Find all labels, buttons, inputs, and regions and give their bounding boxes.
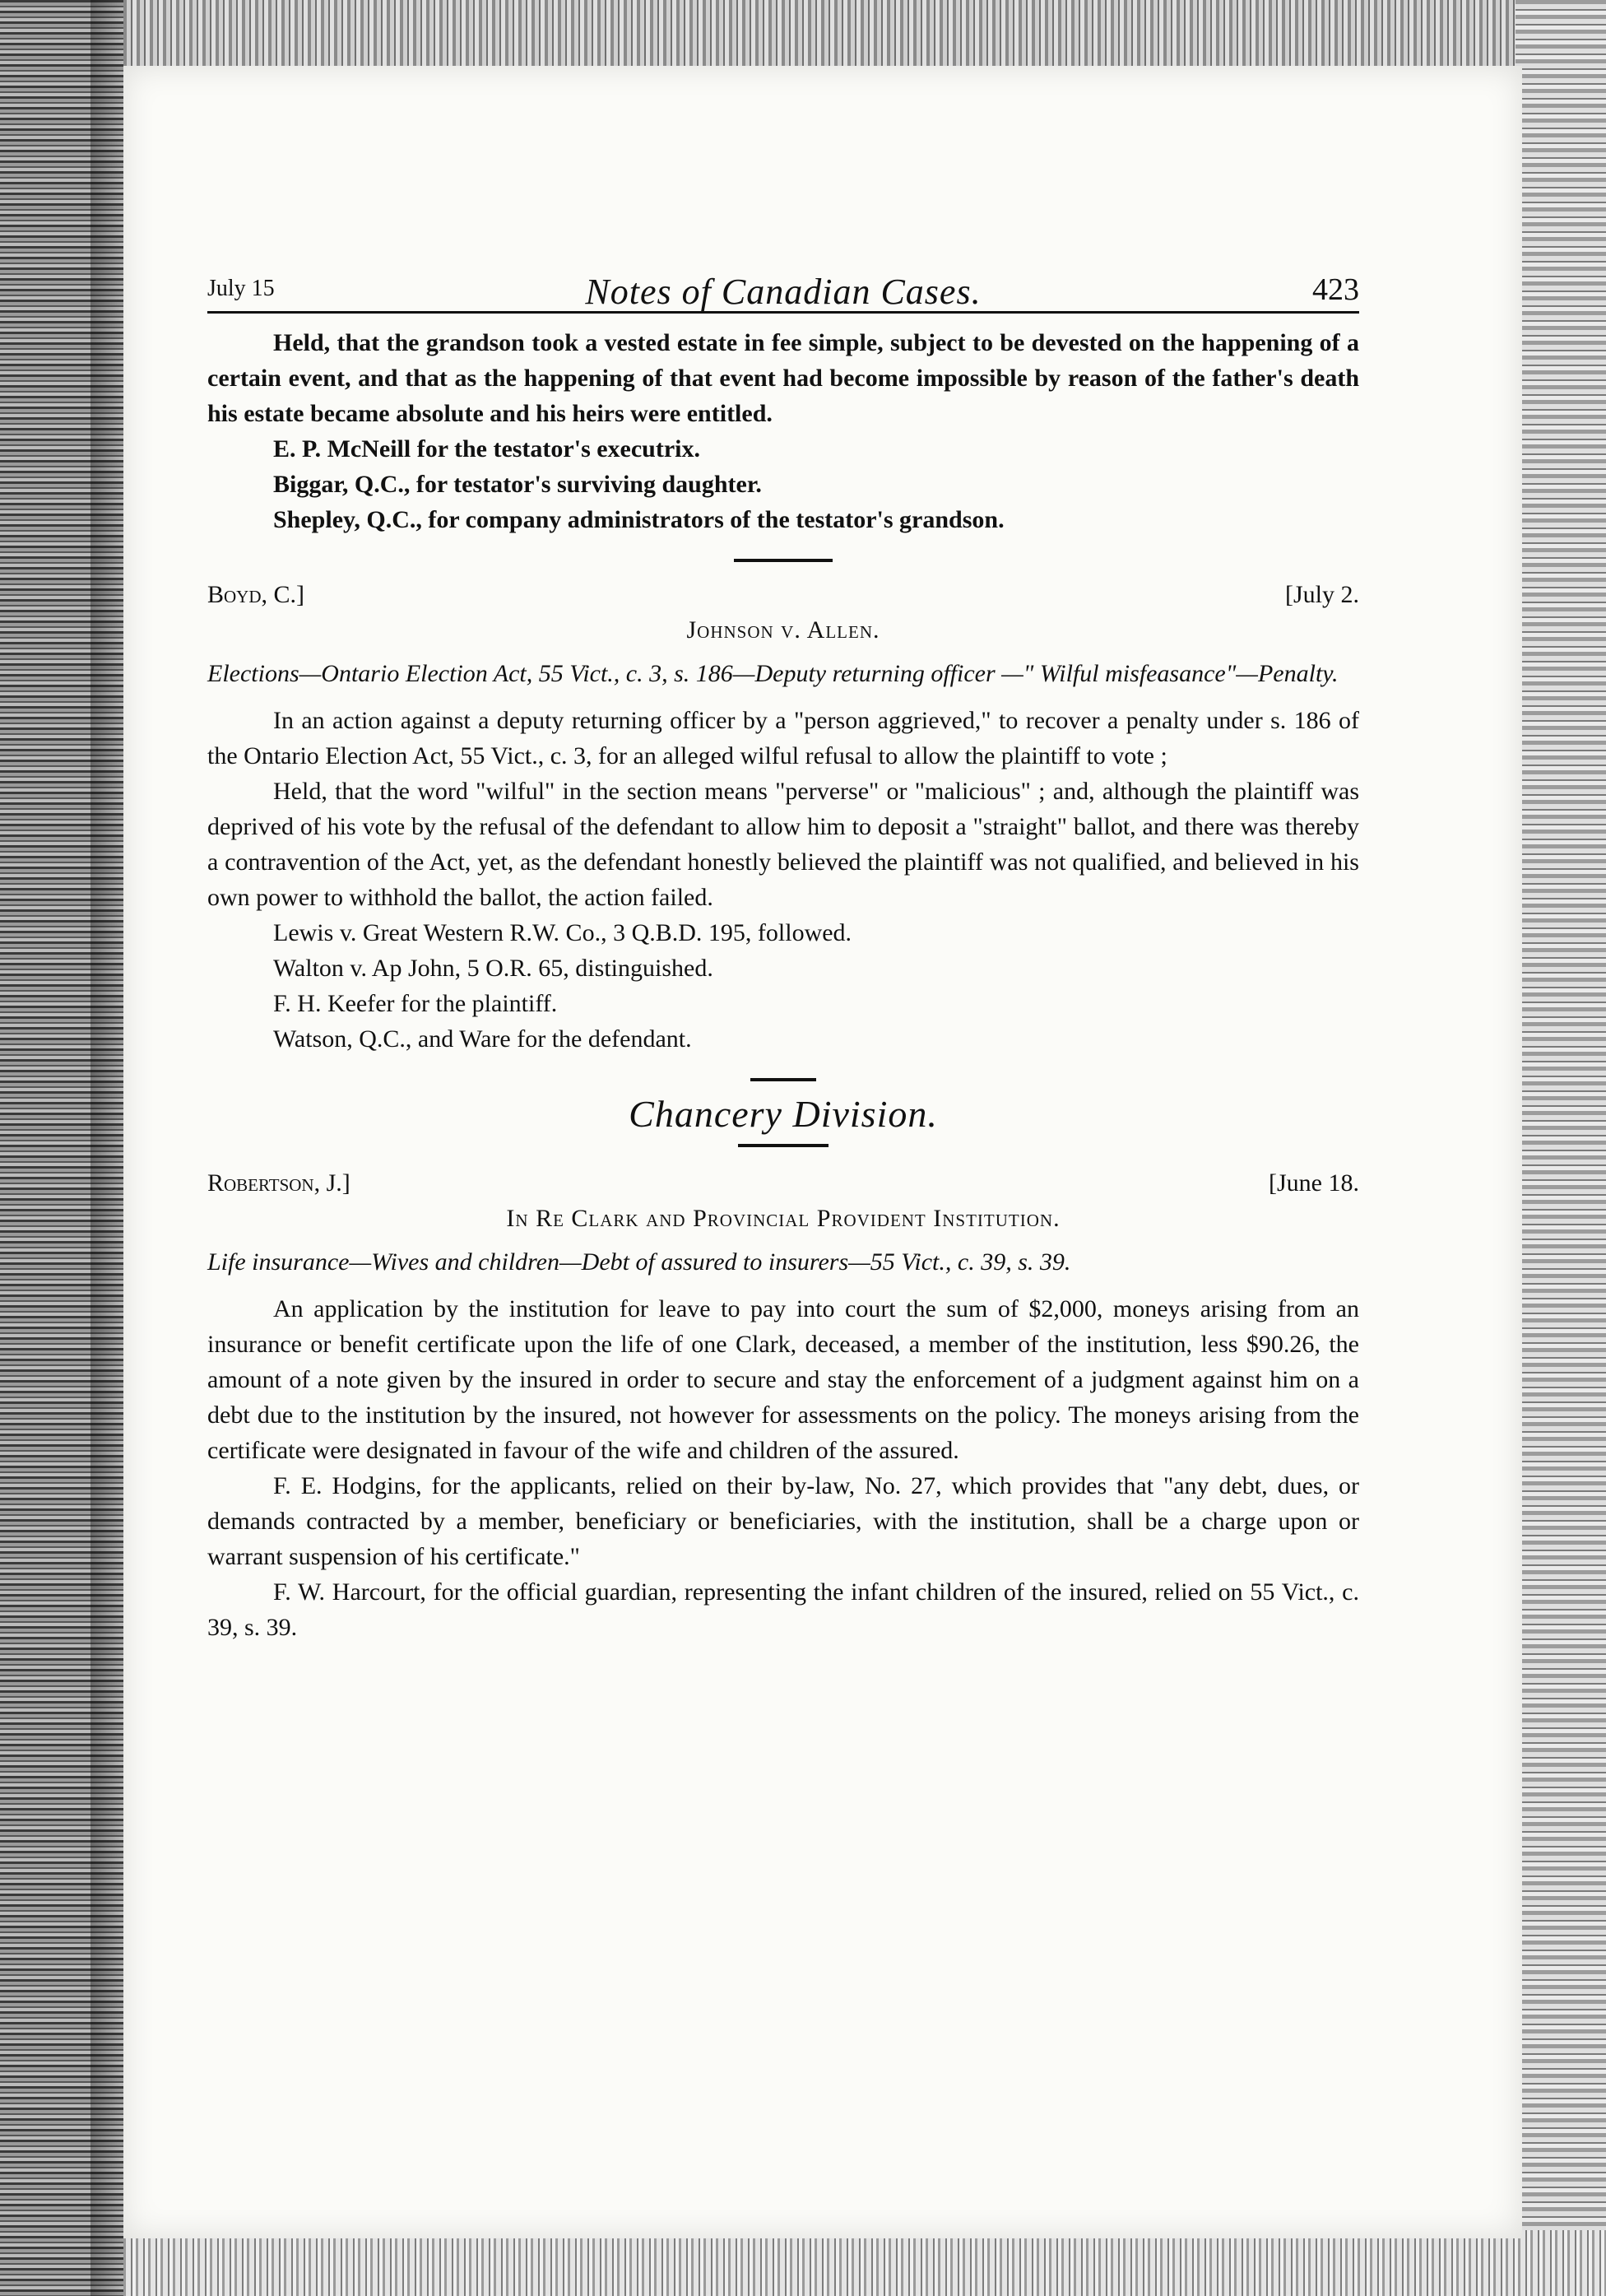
case2-counsel-1: F. H. Keefer for the plaintiff.: [273, 990, 558, 1017]
case3-date: [June 18.: [1269, 1169, 1359, 1197]
header-title: Notes of Canadian Cases.: [585, 272, 982, 312]
case1-counsel-3: Shepley, Q.C., for company administrators of the testator's grandson.: [273, 506, 1005, 533]
case2-judge: Boyd, C.]: [207, 581, 305, 608]
case2-judge-row: [207, 577, 1359, 612]
case1-counsel-2: Biggar, Q.C., for testator's surviving daughter.: [273, 471, 762, 498]
header-date: July 15: [207, 276, 275, 301]
case2-paragraph-1: In an action against a deputy returning officer by a "person aggrieved," to recover a penalty under s. 186 of the Ontario Election Act, 55 Vict., c. 3, for an alleged wilful refusal to allow the plaintiff to vote ;: [207, 707, 1359, 769]
running-head: [207, 262, 1359, 314]
case1-held-paragraph: Held, that the grandson took a vested estate in fee simple, subject to be devested on the happening of a certain event, and that as the happening of that event had become impossible by reason of the father's death his estate became absolute and his heirs were entitled.: [207, 329, 1359, 427]
case2-headnote: Elections—Ontario Election Act, 55 Vict., c. 3, s. 186—Deputy returning officer —" Wilful misfeasance"—Penalty.: [207, 660, 1339, 687]
case2-counsel-2: Watson, Q.C., and Ware for the defendant.: [273, 1025, 692, 1053]
case3-judge: Robertson, J.]: [207, 1169, 350, 1197]
division-heading: Chancery Division.: [629, 1093, 938, 1135]
case2-paragraph-2: Held, that the word "wilful" in the section means "perverse" or "malicious" ; and, although the plaintiff was deprived of his vote by the refusal of the defendant to allow him to deposit a "straight" ballot, and there was thereby a contravention of the Act, yet, as the defendant honestly believed the plaintiff was not qualified, and believed in his own power to withhold the ballot, the action failed.: [207, 778, 1359, 911]
section-rule: [734, 559, 833, 562]
case1-counsel-1: E. P. McNeill for the testator's executrix.: [273, 435, 701, 462]
case3-paragraph-1: An application by the institution for leave to pay into court the sum of $2,000, moneys arising from an insurance or benefit certificate upon the life of one Clark, deceased, a member of the institution, less $90.26, the amount of a note given by the insured in order to secure and stay the enforcement of a judgment against him on a debt due to the institution by the insured, not however for assessments on the policy. The moneys arising from the certificate were designated in favour of the wife and children of the assured.: [207, 1295, 1359, 1464]
scan-bottom-edge: [123, 2230, 1606, 2296]
case3-headnote: Life insurance—Wives and children—Debt of assured to insurers—55 Vict., c. 39, s. 39.: [207, 1248, 1071, 1276]
case3-paragraph-3: F. W. Harcourt, for the official guardian, representing the infant children of the insured, relied on 55 Vict., c. 39, s. 39.: [207, 1578, 1359, 1641]
scan-top-edge: [123, 0, 1606, 74]
case2-date: [July 2.: [1285, 581, 1359, 608]
section-rule-short: [750, 1078, 816, 1081]
page-content: [207, 262, 1359, 1645]
book-spine-edge: [0, 0, 123, 2296]
case2-title: Johnson v. Allen.: [686, 616, 880, 644]
case2-citation-1: Lewis v. Great Western R.W. Co., 3 Q.B.D. 195, followed.: [273, 919, 852, 946]
case3-title: In Re Clark and Provincial Provident Institution.: [506, 1205, 1061, 1232]
division-rule: [738, 1144, 829, 1147]
case3-paragraph-2: F. E. Hodgins, for the applicants, relied on their by-law, No. 27, which provides that "any debt, dues, or demands contracted by a member, beneficiary or beneficiaries, with the institution, shall be a charge upon or warrant suspension of his certificate.": [207, 1472, 1359, 1570]
scan-right-edge: [1515, 0, 1606, 2296]
page-number: 423: [1312, 272, 1359, 307]
case2-citation-2: Walton v. Ap John, 5 O.R. 65, distinguished.: [273, 955, 713, 982]
case3-judge-row: [207, 1165, 1359, 1201]
